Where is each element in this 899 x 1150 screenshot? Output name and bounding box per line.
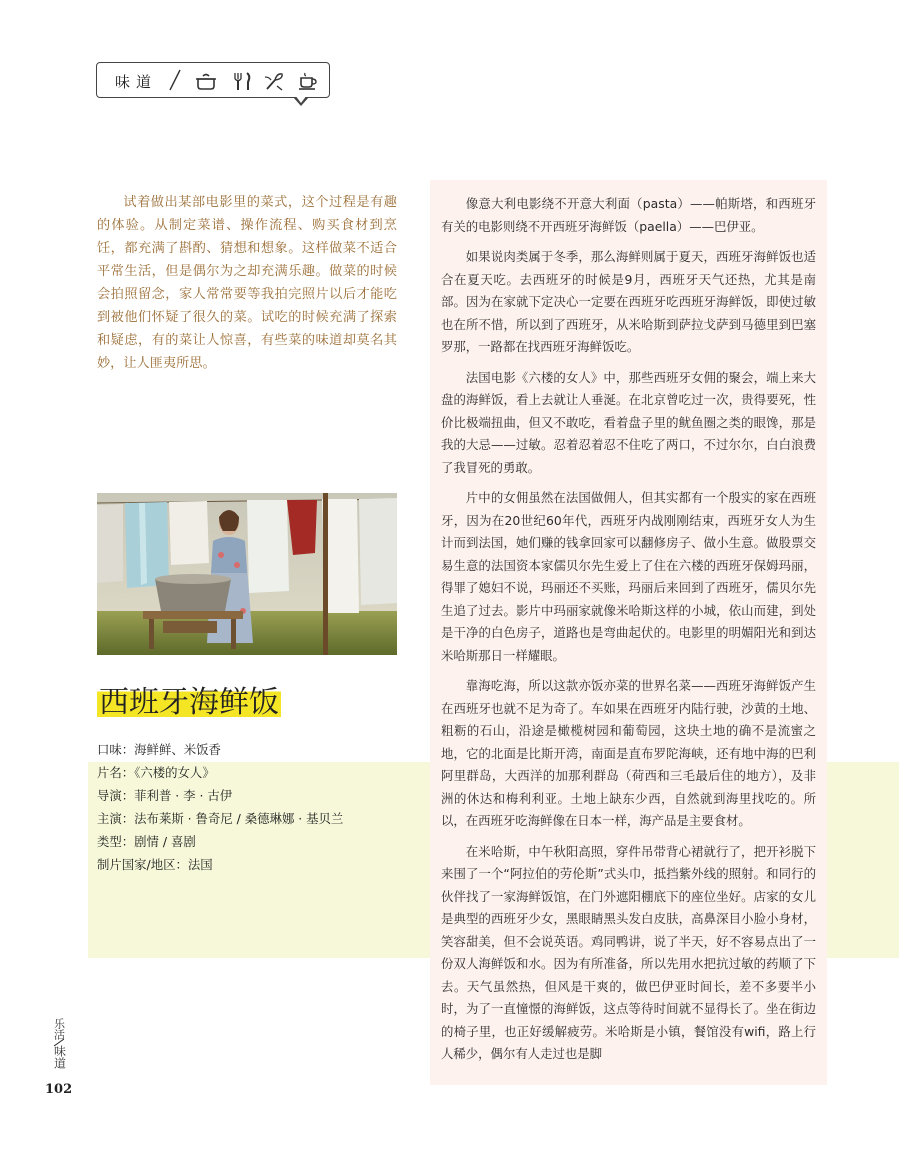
footer-section-vertical xyxy=(50,1018,68,1069)
dish-title xyxy=(97,683,281,723)
coffee-cup-icon xyxy=(297,70,319,92)
info-genre: 类型：剧情 / 喜剧 xyxy=(97,834,196,849)
whisk-icon xyxy=(263,70,285,92)
fork-knife-icon xyxy=(231,70,253,92)
info-film: 片名：《六楼的女人》 xyxy=(97,765,215,780)
pot-icon xyxy=(195,70,217,92)
article-paragraph: 如果说肉类属于冬季，那么海鲜则属于夏天，西班牙海鲜饭也适合在夏天吃。去西班牙的时候是9月，西班牙天气还热，尤其是南部。因为在家就下定决心一定要在西班牙吃西班牙海鲜饭，即使过敏也在所不惜，所以到了西班牙，从米哈斯到萨拉戈萨到马德里到巴塞罗那，一路都在找西班牙海鲜饭吃。 xyxy=(441,249,816,354)
footer-vertical-2: 味道 xyxy=(52,1045,67,1069)
article-paragraph: 靠海吃海，所以这款亦饭亦菜的世界名菜——西班牙海鲜饭产生在西班牙也就不足为奇了。车如果在西班牙内陆行驶，沙黄的土地、粗粝的石山，沿途是橄榄树园和葡萄园，这块土地的确不是流蜜之地，它的北面是比斯开湾，南面是直布罗陀海峡，还有地中海的巴利阿里群岛，大西洋的加那利群岛（荷西和三毛最后住的地方），及非洲的休达和梅利利亚。土地上缺东少西，自然就到海里找吃的。所以，在西班牙吃海鲜像在日本一样，海产品是主要食材。 xyxy=(441,678,816,828)
article-paragraph: 像意大利电影绕不开意大利面（pasta）——帕斯塔，和西班牙有关的电影则绕不开西班牙海鲜饭（paella）——巴伊亚。 xyxy=(441,196,816,234)
section-label: 味道 xyxy=(115,73,158,91)
info-cast: 主演：法布莱斯 · 鲁奇尼 / 桑德琳娜 · 基贝兰 xyxy=(97,811,344,826)
film-still-photo xyxy=(97,493,397,655)
slash-divider xyxy=(167,67,183,93)
article-body xyxy=(441,193,816,1074)
dish-info-list xyxy=(97,738,417,876)
info-country: 制片国家/地区：法国 xyxy=(97,857,213,872)
page-number: 102 xyxy=(45,1082,73,1097)
info-director: 导演：菲利普 · 李 · 古伊 xyxy=(97,788,233,803)
article-paragraph: 片中的女佣虽然在法国做佣人，但其实都有一个殷实的家在西班牙，因为在20世纪60年代，西班牙内战刚刚结束，西班牙女人为生计而到法国，她们赚的钱拿回家可以翻修房子、做小生意。做股票交易生意的法国资本家儒贝尔先生爱上了住在六楼的西班牙保姆玛丽，得罪了媳妇不说，玛丽还不买账，玛丽后来回到了西班牙，儒贝尔先生追了过去。影片中玛丽家就像米哈斯这样的小城，依山而建，到处是干净的白色房子，道路也是弯曲起伏的。电影里的明媚阳光和到达米哈斯那日一样耀眼。 xyxy=(441,490,816,663)
article-paragraph: 法国电影《六楼的女人》中，那些西班牙女佣的聚会，端上来大盘的海鲜饭，看上去就让人垂涎。在北京曾吃过一次，贵得要死，性价比极端扭曲，但又不敢吃，看着盘子里的鱿鱼圈之类的眼馋，那是我的大忌——过敏。忍着忍着忍不住吃了两口，不过尔尔，白白浪费了我冒死的勇敢。 xyxy=(441,369,816,475)
intro-paragraph: 试着做出某部电影里的菜式，这个过程是有趣的体验。从制定菜谱、操作流程、购买食材到烹饪，都充满了斟酌、猜想和想象。这样做菜不适合平常生活，但是偶尔为之却充满乐趣。做菜的时候会拍照留念，家人常常要等我拍完照片以后才能吃到被他们怀疑了很久的菜。试吃的时候充满了探索和疑虑，有的菜让人惊喜，有些菜的味道却莫名其妙，让人匪夷所思。 xyxy=(97,195,397,371)
info-taste: 口味：海鲜鲜、米饭香 xyxy=(97,742,221,757)
section-tag xyxy=(96,62,330,98)
footer-vertical-1: 乐活 xyxy=(52,1018,66,1040)
dish-title-text: 西班牙海鲜饭 xyxy=(99,685,279,720)
article-paragraph: 在米哈斯，中午秋阳高照，穿件吊带背心裙就行了，把开衫脱下来围了一个“阿拉伯的劳伦斯”式头巾，抵挡紫外线的照射。和同行的伙伴找了一家海鲜饭馆，在门外遮阳棚底下的座位坐好。店家的女儿是典型的西班牙少女，黑眼睛黑头发白皮肤，高鼻深目小脸小身材，笑容甜美，但不会说英语。鸡同鸭讲，说了半天，好不容易点出了一份双人海鲜饭和水。因为有所准备，所以先用水把抗过敏的药顺了下去。天气虽然热，但风是干爽的，做巴伊亚时间长，差不多要半小时，为了一直憧憬的海鲜饭，这点等待时间就不显得长了。坐在街边的椅子里，也正好缓解疲劳。米哈斯是小镇，餐馆没有wifi，路上行人稀少，偶尔有人走过也是脚 xyxy=(441,843,816,1061)
